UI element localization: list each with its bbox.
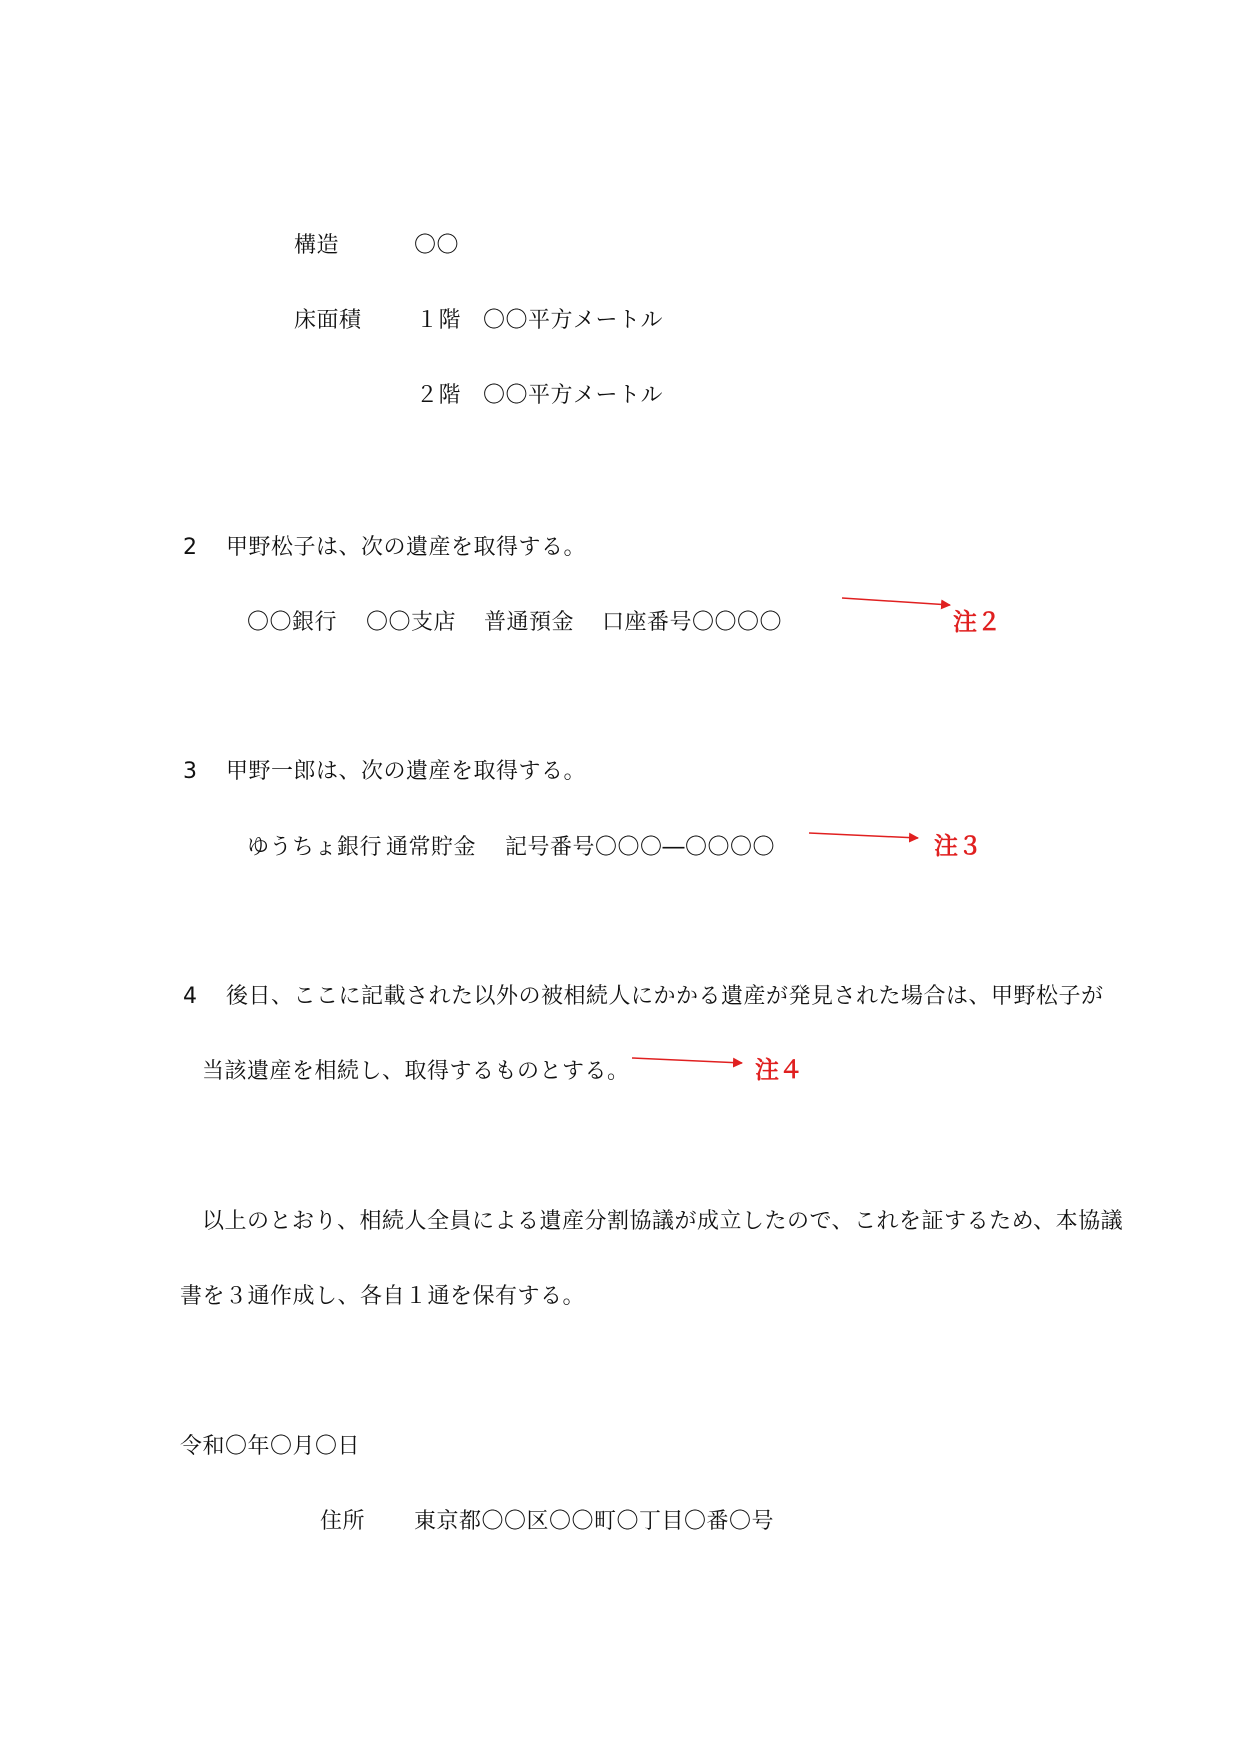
item2-text: 甲野松子は、次の遺産を取得する。 <box>226 535 587 560</box>
item2-bank: 〇〇銀行 <box>247 610 338 635</box>
floor2-value: 〇〇平方メートル <box>483 383 664 408</box>
item3-account-number: 記号番号〇〇〇―〇〇〇〇 <box>505 835 776 860</box>
document-date: 令和〇年〇月〇日 <box>180 1434 361 1459</box>
closing-line2: 書を３通作成し、各自１通を保有する。 <box>180 1284 586 1309</box>
floor2-label: ２階 <box>416 383 462 408</box>
structure-value: 〇〇 <box>414 233 460 258</box>
address-label: 住所 <box>320 1509 366 1534</box>
item2-account-type: 普通預金 <box>484 610 575 635</box>
item3-bank: ゆうちょ銀行 <box>247 835 383 860</box>
item3-text: 甲野一郎は、次の遺産を取得する。 <box>226 759 587 784</box>
item2-branch: 〇〇支店 <box>366 610 457 635</box>
note3-label: 注３ <box>934 832 982 860</box>
note2-label: 注２ <box>953 608 1001 636</box>
item4-line2: 当該遺産を相続し、取得するものとする。 <box>202 1059 630 1084</box>
floor-area-label: 床面積 <box>294 308 362 333</box>
item3-number: 3 <box>183 759 198 784</box>
item3-account-type: 通常貯金 <box>386 835 477 860</box>
floor1-label: １階 <box>416 308 462 333</box>
address-value: 東京都〇〇区〇〇町〇丁目〇番〇号 <box>414 1509 775 1534</box>
note4-arrow-icon <box>632 1058 742 1063</box>
note3-arrow-icon <box>809 833 918 838</box>
closing-line1: 以上のとおり、相続人全員による遺産分割協議が成立したので、これを証するため、本協議 <box>202 1209 1124 1234</box>
item2-account-number: 口座番号〇〇〇〇 <box>602 610 783 635</box>
structure-label: 構造 <box>294 233 340 258</box>
item4-number: 4 <box>183 984 198 1009</box>
note2-arrow-icon <box>842 598 950 605</box>
floor1-value: 〇〇平方メートル <box>483 308 664 333</box>
item4-line1: 後日、ここに記載された以外の被相続人にかかる遺産が発見された場合は、甲野松子が <box>226 984 1104 1009</box>
note4-label: 注４ <box>755 1056 803 1084</box>
item2-number: 2 <box>183 535 198 560</box>
